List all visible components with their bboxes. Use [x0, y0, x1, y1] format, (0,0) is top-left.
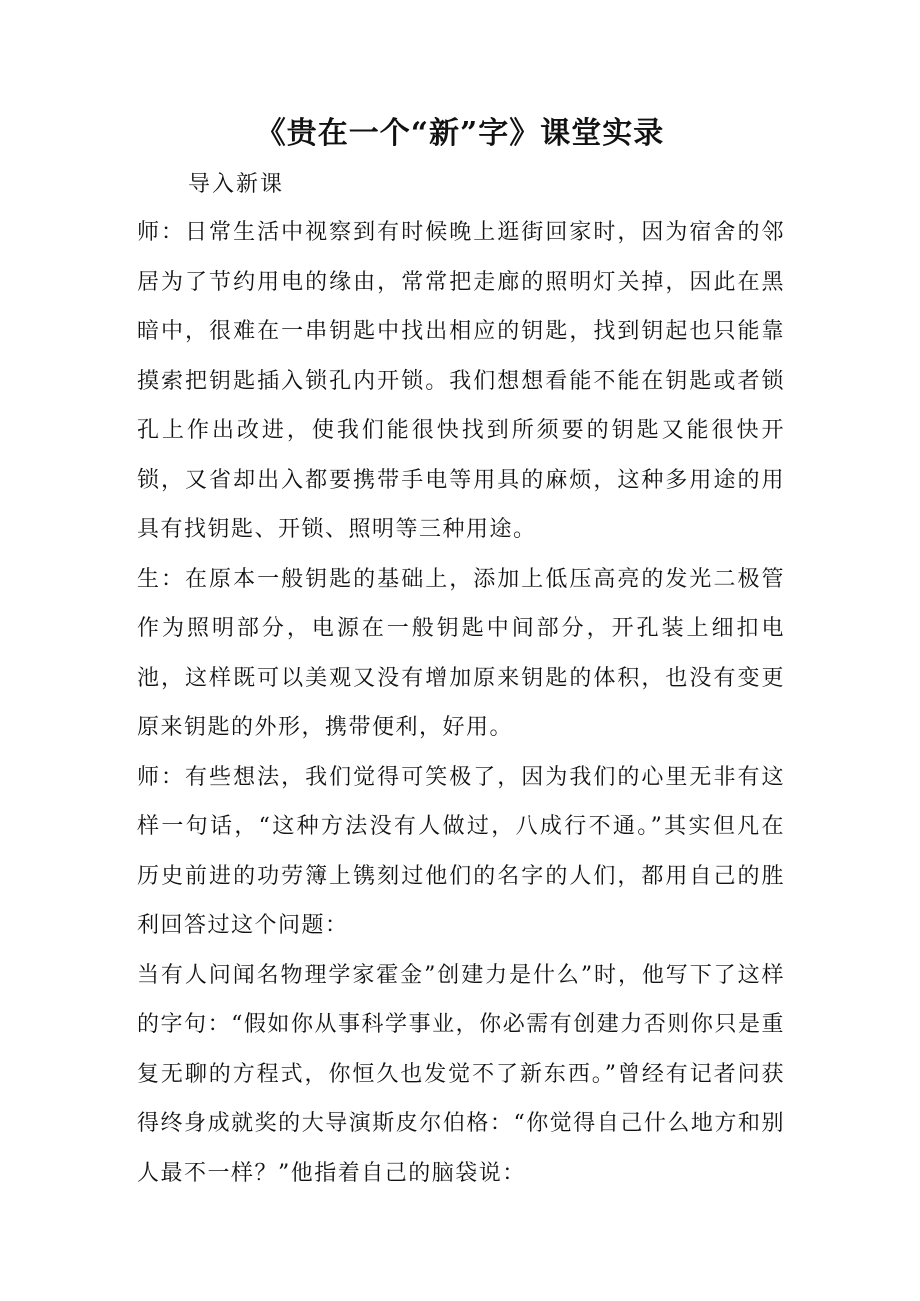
document-title: 《贵在一个“新”字》课堂实录: [255, 116, 665, 151]
paragraph-student-answer: 生：在原本一般钥匙的基础上，添加上低压高亮的发光二极管作为照明部分，电源在一般钥匙中间部分，开孔装上细扣电池，这样既可以美观又没有增加原来钥匙的体积，也没有变更原来钥匙的外形，携带便利，好用。: [137, 566, 785, 740]
paragraph-teacher-intro: 师：日常生活中视察到有时候晚上逛街回家时，因为宿舍的邻居为了节约用电的缘由，常常把走廊的照明灯关掉，因此在黑暗中，很难在一串钥匙中找出相应的钥匙，找到钥起也只能靠摸索把钥匙插入锁孔内开锁。我们想想看能不能在钥匙或者锁孔上作出改进，使我们能很快找到所须要的钥匙又能很快开锁，又省却出入都要携带手电等用具的麻烦，这种多用途的用具有找钥匙、开锁、照明等三种用途。: [137, 220, 785, 542]
paragraph-quotes: 当有人问闻名物理学家霍金”创建力是什么”时，他写下了这样的字句：“假如你从事科学事业，你必需有创建力否则你只是重复无聊的方程式，你恒久也发觉不了新东西。”曾经有记者问获得终身成就奖的大导演斯皮尔伯格：“你觉得自己什么地方和别人最不一样？”他指着自己的脑袋说：: [137, 962, 785, 1186]
paragraph-teacher-reflection: 师：有些想法，我们觉得可笑极了，因为我们的心里无非有这样一句话，“这种方法没有人做过，八成行不通。”其实但凡在历史前进的功劳簿上镌刻过他们的名字的人们，都用自己的胜利回答过这个问题：: [137, 764, 785, 938]
section-heading: 导入新课: [188, 172, 285, 197]
document-body: [137, 208, 785, 1198]
